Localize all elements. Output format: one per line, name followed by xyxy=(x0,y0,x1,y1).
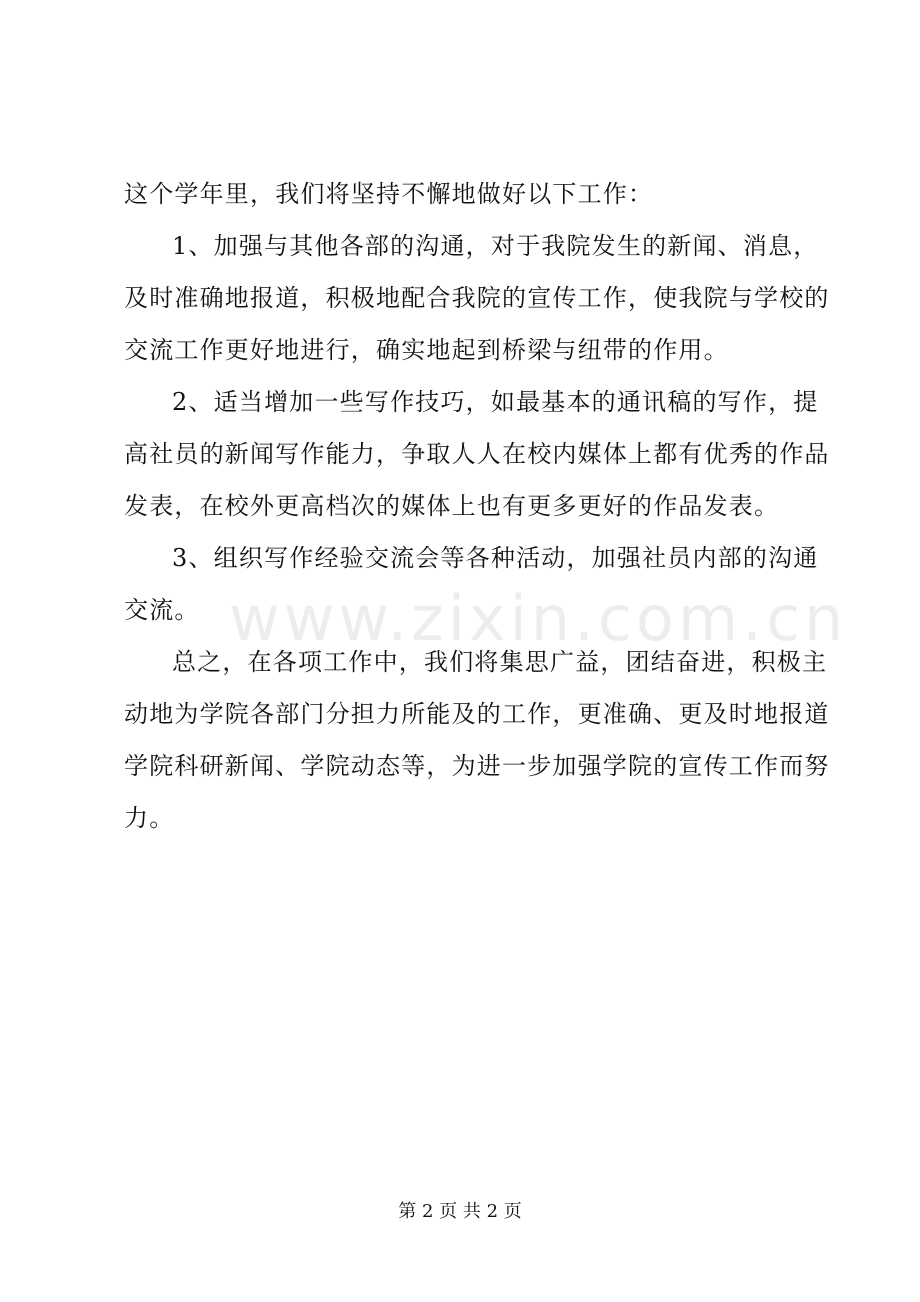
body-line-summary-middle-2: 学院科研新闻、学院动态等，为进一步加强学院的宣传工作而努 xyxy=(124,752,830,780)
body-line-item-3-start: 3、组织写作经验交流会等各种活动，加强社员内部的沟通 xyxy=(172,544,819,572)
body-line-summary-middle-1: 动地为学院各部门分担力所能及的工作，更准确、更及时地报道 xyxy=(124,700,830,728)
body-line-summary-end: 力。 xyxy=(124,804,175,832)
body-line-item-2-end: 发表，在校外更高档次的媒体上也有更多更好的作品发表。 xyxy=(124,492,780,520)
body-line-item-1-end: 交流工作更好地进行，确实地起到桥梁与纽带的作用。 xyxy=(124,336,729,364)
body-line-intro: 这个学年里，我们将坚持不懈地做好以下工作： xyxy=(124,180,654,208)
body-line-item-1-start: 1、加强与其他各部的沟通，对于我院发生的新闻、消息， xyxy=(172,232,819,260)
body-line-item-2-start: 2、适当增加一些写作技巧，如最基本的通讯稿的写作，提 xyxy=(172,388,819,416)
page-number-footer: 第 2 页 共 2 页 xyxy=(398,1201,522,1222)
watermark: www.zixin.com.cn xyxy=(229,582,848,655)
document-body xyxy=(124,168,830,844)
body-line-item-3-end: 交流。 xyxy=(124,596,200,624)
body-line-item-1-middle: 及时准确地报道，积极地配合我院的宣传工作，使我院与学校的 xyxy=(124,284,830,312)
body-line-item-2-middle: 高社员的新闻写作能力，争取人人在校内媒体上都有优秀的作品 xyxy=(124,440,830,468)
body-line-summary-start: 总之，在各项工作中，我们将集思广益，团结奋进，积极主 xyxy=(172,648,828,676)
